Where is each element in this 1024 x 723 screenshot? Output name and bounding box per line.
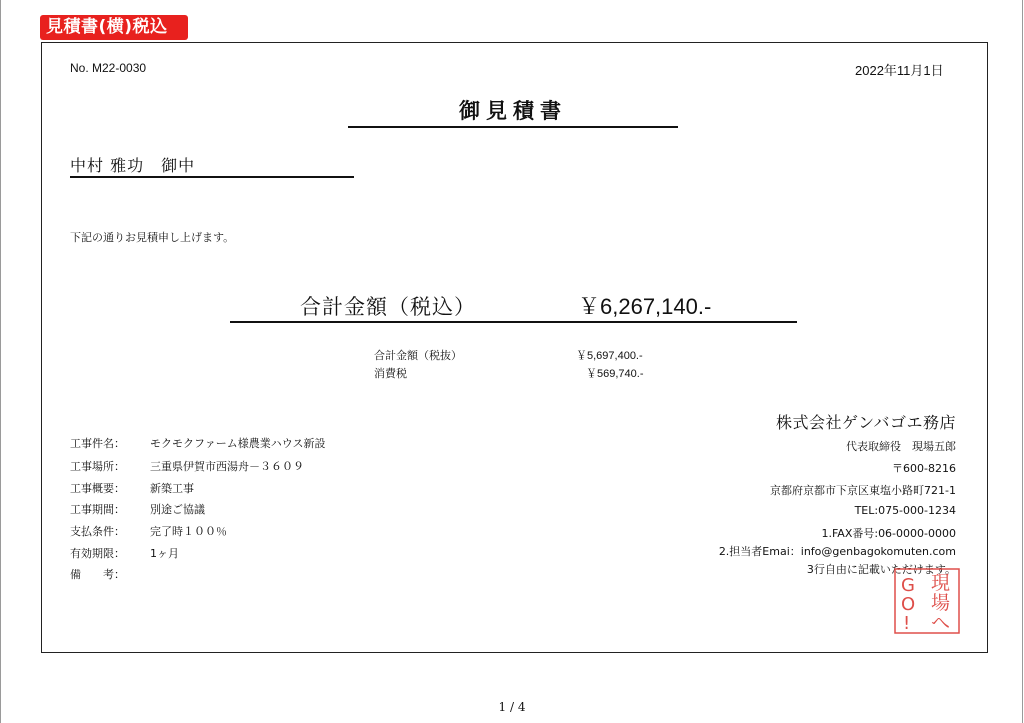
total-underline: [230, 321, 797, 323]
info-value: 三重県伊賀市西湯舟－３６０９: [150, 460, 304, 473]
tax-value: ￥569,740.-: [586, 368, 644, 380]
page-edge-left: [0, 0, 1, 723]
svg-text:G: G: [901, 575, 915, 596]
total-label: 合計金額（税込）: [300, 295, 476, 319]
seal-icon: [893, 567, 961, 635]
company-name: 株式会社ゲンバゴエ務店: [775, 413, 956, 432]
info-row-project: [70, 435, 325, 451]
page-title: 御見積書: [459, 99, 567, 123]
info-value: モクモクファーム様農業ハウス新設: [150, 437, 326, 450]
total-value: ￥6,267,140.-: [578, 294, 712, 319]
info-value: 新築工事: [150, 482, 194, 495]
customer-name: 中村 雅功 御中: [70, 156, 196, 175]
info-label: 有効期限：: [70, 547, 125, 560]
svg-text:現: 現: [931, 572, 951, 594]
company-email: 2.担当者Emai：info@genbagokomuten.com: [718, 545, 956, 558]
company-note: 3行自由に記載いただけます。: [806, 563, 956, 576]
company-representative: 代表取締役 現場五郎: [846, 440, 956, 453]
info-value: 別途ご協議: [150, 503, 205, 516]
svg-text:場: 場: [931, 592, 951, 614]
info-row-location: [70, 458, 304, 474]
svg-text:!: !: [903, 613, 911, 634]
info-label: 備 考：: [70, 568, 125, 581]
info-row-period: [70, 501, 205, 517]
info-label: 工事場所：: [70, 460, 125, 473]
info-label: 工事期間：: [70, 503, 125, 516]
tax-label: 消費税: [374, 367, 407, 380]
estimate-number: No. M22-0030: [70, 61, 147, 75]
intro-text: 下記の通りお見積申し上げます。: [70, 231, 235, 244]
info-label: 支払条件：: [70, 525, 125, 538]
info-label: 工事概要：: [70, 482, 125, 495]
customer-underline: [70, 176, 354, 178]
info-label: 工事件名：: [70, 437, 125, 450]
subtotal-value: ￥5,697,400.-: [576, 350, 643, 362]
company-fax: 1.FAX番号:06-0000-0000: [821, 527, 956, 540]
svg-text:へ: へ: [931, 612, 951, 634]
svg-text:O: O: [901, 594, 916, 615]
info-value: 完了時１００％: [150, 525, 227, 538]
info-row-payment: [70, 523, 227, 539]
document-type-tag: 見積書(横)税込: [40, 15, 188, 40]
info-row-notes: [70, 566, 150, 582]
company-seal-stamp: [893, 567, 961, 635]
page-edge-right: [1022, 0, 1023, 723]
company-address: 京都府京都市下京区東塩小路町721-1: [770, 484, 956, 497]
company-tel: TEL:075-000-1234: [854, 504, 956, 517]
issue-date: 2022年11月1日: [855, 63, 944, 78]
info-row-validity: [70, 545, 179, 561]
subtotal-label: 合計金額（税抜）: [374, 349, 462, 362]
page-indicator: 1 / 4: [498, 700, 526, 714]
company-postal: 〒600-8216: [892, 462, 956, 475]
title-underline: [348, 126, 678, 128]
info-row-summary: [70, 480, 194, 496]
info-value: 1ヶ月: [150, 547, 179, 560]
